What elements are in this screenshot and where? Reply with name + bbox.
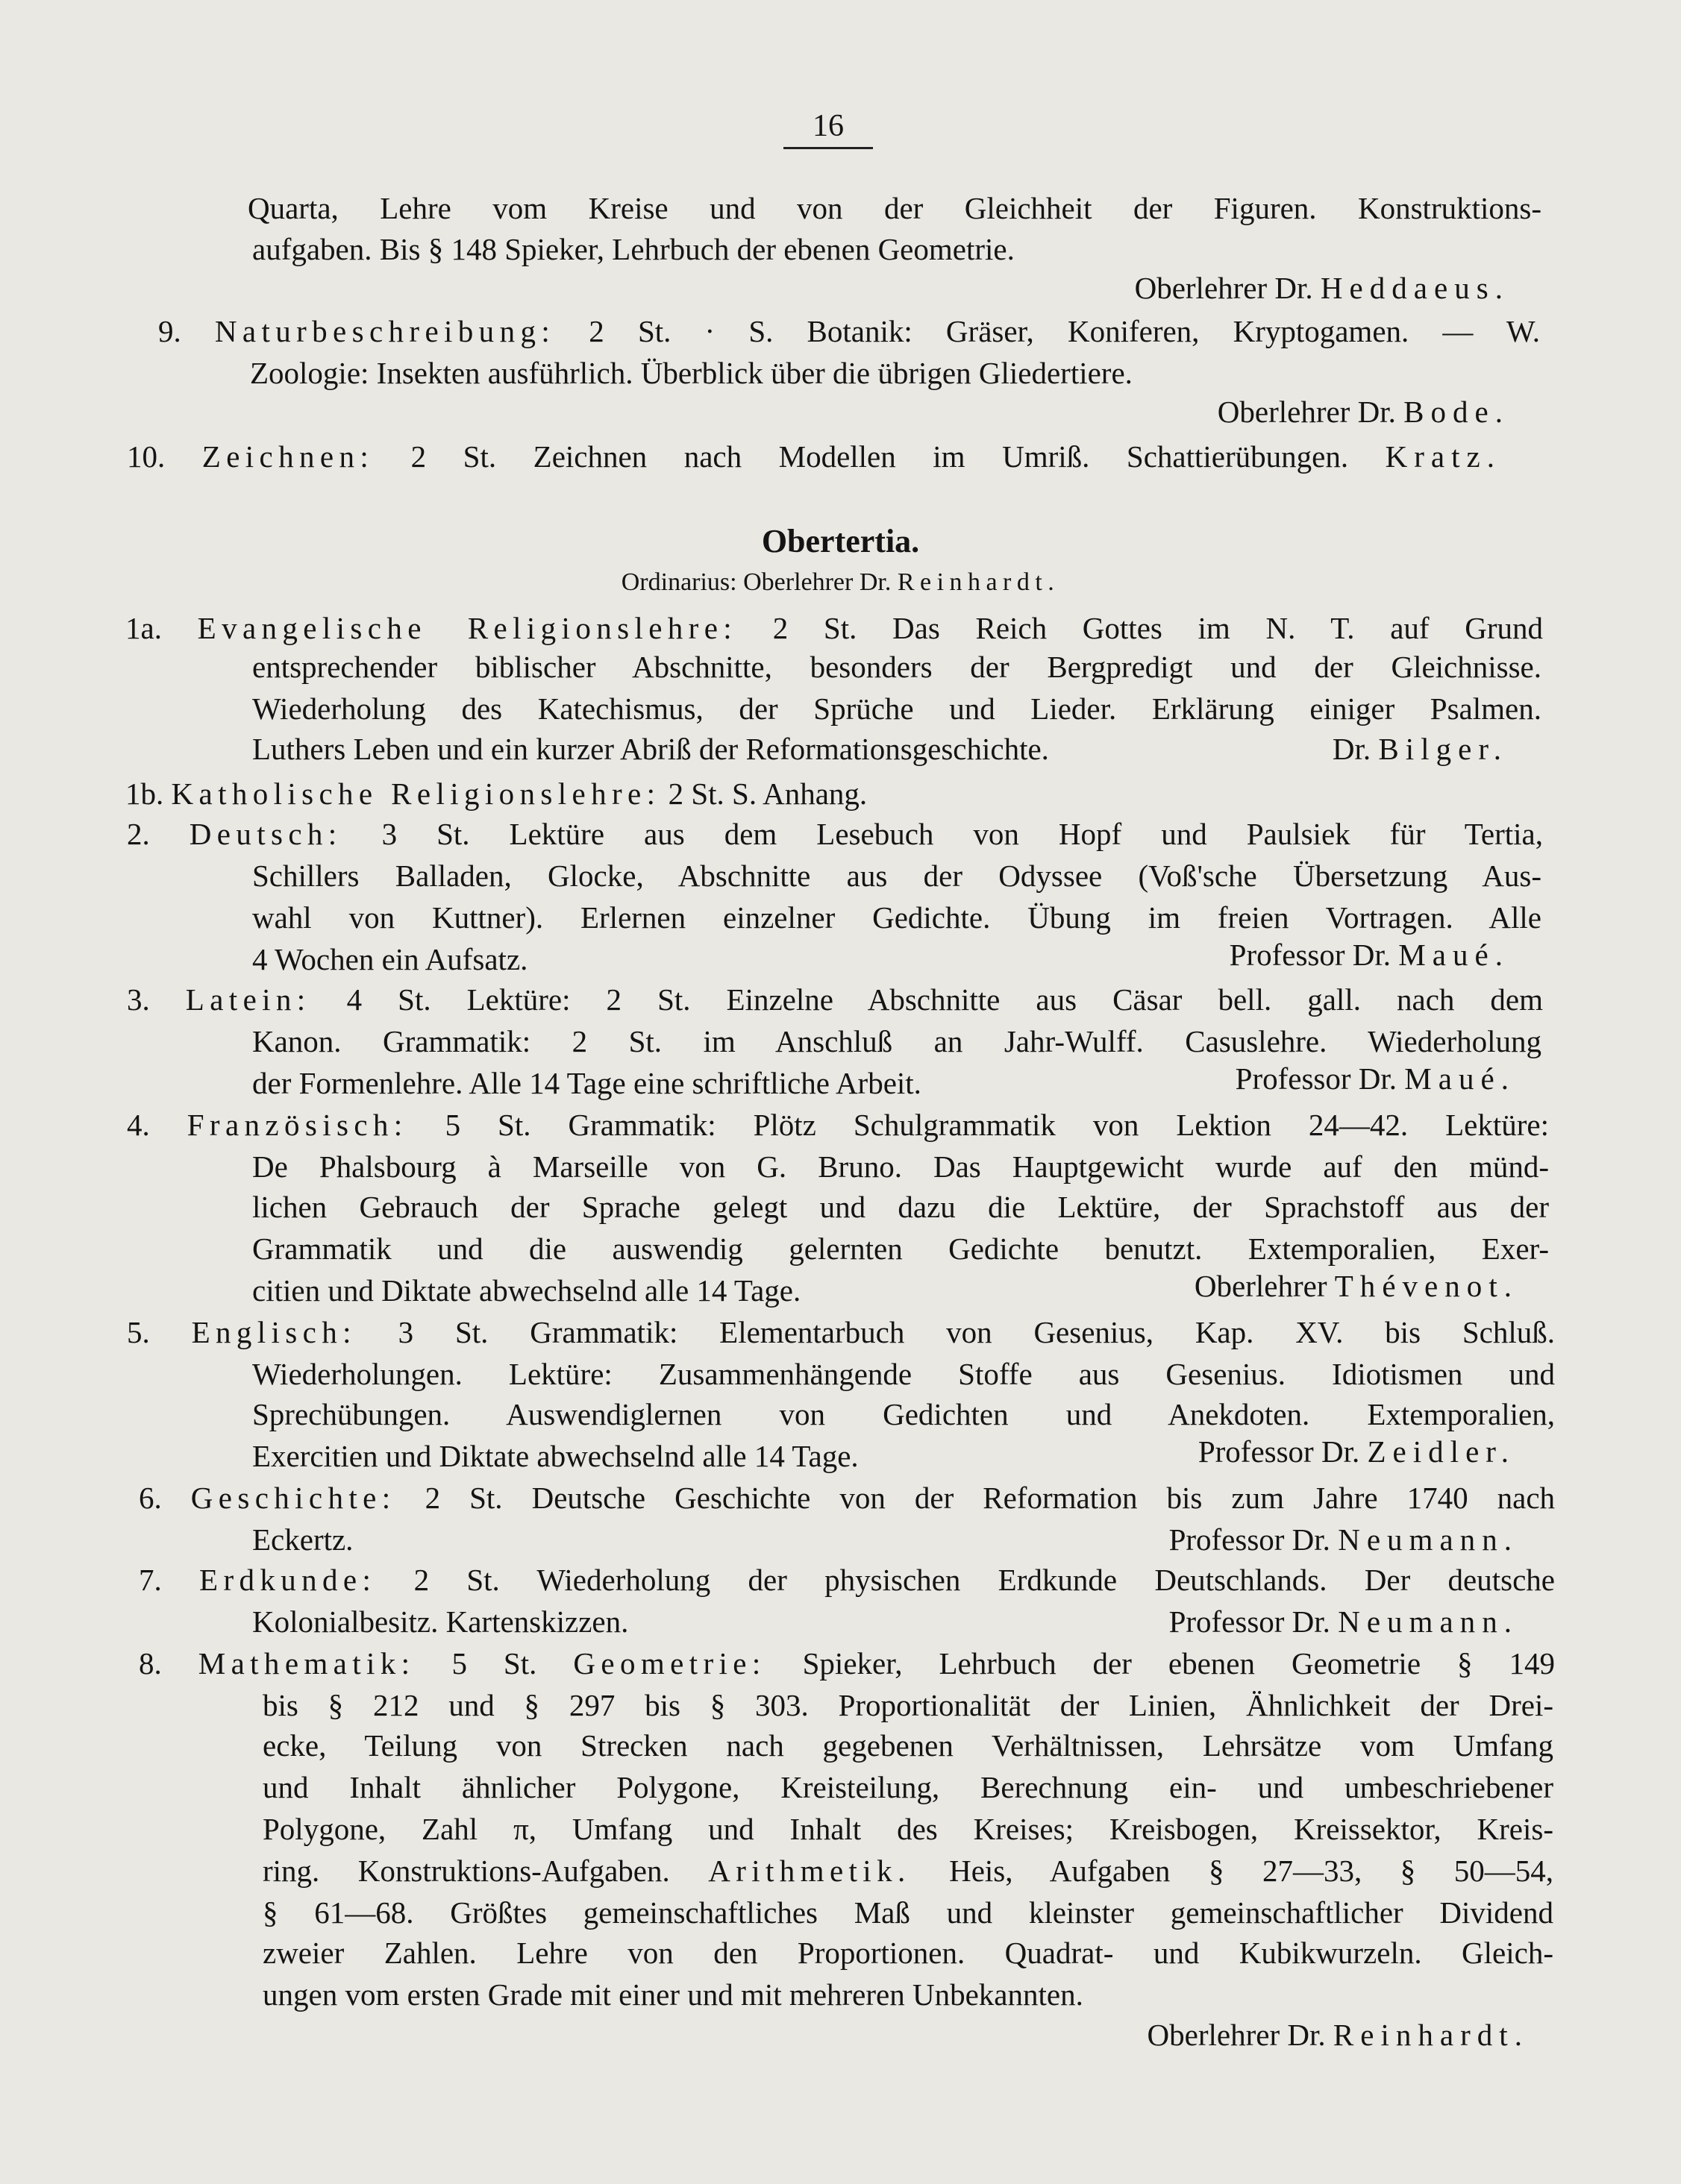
- page-number: 16: [783, 108, 873, 149]
- subject-name: Zeichnen:: [201, 439, 375, 474]
- item-8-line-6: [263, 1853, 1553, 1889]
- item-5-line-4: Exercitien und Diktate abwechselnd alle 14 Tage.: [252, 1439, 859, 1473]
- item-text: Heis, Aufgaben § 27—33, § 50—54,: [949, 1854, 1553, 1888]
- item-7-line-1: [139, 1562, 1555, 1598]
- item-5-line-2: Wiederholungen. Lektüre: Zusammenhängende Stoffe aus Gesenius. Idiotismen und: [252, 1357, 1555, 1391]
- item-2-teacher: [1230, 937, 1509, 973]
- item-number: 7.: [139, 1563, 162, 1597]
- item-number: 1a.: [125, 611, 162, 645]
- item-4-line-3: lichen Gebrauch der Sprache gelegt und dazu die Lektüre, der Sprachstoff aus der: [252, 1190, 1549, 1224]
- teacher-name: Heddaeus.: [1320, 271, 1509, 305]
- item-number: 5.: [127, 1315, 150, 1349]
- item-1b-line-1: [125, 776, 867, 812]
- teacher-title: Oberlehrer Dr.: [1147, 2018, 1326, 2052]
- item-4-line-1: [127, 1107, 1549, 1143]
- item-8-line-7: § 61—68. Größtes gemeinschaftliches Maß und kleinster gemeinschaftlicher Dividend: [263, 1895, 1553, 1930]
- item-8-line-4: und Inhalt ähnlicher Polygone, Kreisteilung, Berechnung ein- und umbeschriebener: [263, 1770, 1553, 1804]
- item-1a-line-2: entsprechender biblischer Abschnitte, besonders der Bergpredigt und der Gleichnisse.: [252, 650, 1541, 684]
- subject-name: Naturbeschreibung:: [214, 314, 556, 348]
- teacher-name: Maué.: [1404, 1061, 1515, 1096]
- item-text: 2 St. S. Anhang.: [668, 776, 868, 811]
- ordinarius-name: Reinhardt.: [897, 568, 1060, 596]
- intro-line-2: aufgaben. Bis § 148 Spieker, Lehrbuch der ebenen Geometrie.: [252, 232, 1015, 266]
- teacher-name: Maué.: [1398, 938, 1509, 972]
- item-text: 2 St. Das Reich Gottes im N. T. auf Grund: [772, 611, 1544, 645]
- teacher-title: Oberlehrer: [1194, 1269, 1327, 1303]
- item-text: 2 St. Zeichnen nach Modellen im Umriß. Schattierübungen.: [410, 439, 1349, 474]
- item-2-line-2: Schillers Balladen, Glocke, Abschnitte aus der Odyssee (Voß'sche Übersetzung Aus-: [252, 859, 1541, 893]
- item-8-teacher: [1148, 2017, 1529, 2053]
- ordinarius-line: [0, 568, 1681, 597]
- item-8-line-8: zweier Zahlen. Lehre von den Proportionen. Quadrat- und Kubikwurzeln. Gleich-: [263, 1936, 1553, 1970]
- item-text: 3 St. Lektüre aus dem Lesebuch von Hopf und Paulsiek für Tertia,: [381, 817, 1543, 851]
- intro-teacher: [1135, 270, 1509, 306]
- item-4-line-5: citien und Diktate abwechselnd alle 14 Tage.: [252, 1273, 801, 1308]
- item-3-teacher: [1236, 1061, 1515, 1096]
- teacher-name: Kratz.: [1385, 439, 1502, 474]
- item-3-line-2: Kanon. Grammatik: 2 St. im Anschluß an Jahr-Wulff. Casuslehre. Wiederholung: [252, 1024, 1541, 1058]
- item-2-line-4: 4 Wochen ein Aufsatz.: [252, 942, 528, 976]
- item-text: 2 St. · S. Botanik: Gräser, Koniferen, Kryptogamen. — W.: [589, 314, 1541, 348]
- item-7-line-2: Kolonialbesitz. Kartenskizzen.: [252, 1604, 629, 1639]
- subject-name: Deutsch:: [189, 817, 342, 851]
- teacher-name: Zeidler.: [1367, 1434, 1515, 1469]
- item-number: 10.: [127, 439, 166, 474]
- item-1a-line-1: [125, 610, 1543, 646]
- item-8-line-1: [139, 1645, 1555, 1681]
- item-1a-line-3: Wiederholung des Katechismus, der Sprüche und Lieder. Erklärung einiger Psalmen.: [252, 691, 1541, 726]
- teacher-title: Oberlehrer Dr.: [1217, 395, 1396, 429]
- subject-name: Englisch:: [191, 1315, 357, 1349]
- teacher-name: Bilger.: [1378, 732, 1508, 766]
- teacher-title: Professor Dr.: [1168, 1604, 1330, 1639]
- item-1a-line-4: Luthers Leben und ein kurzer Abriß der Reformationsgeschichte.: [252, 732, 1049, 766]
- teacher-title: Oberlehrer Dr.: [1134, 271, 1313, 305]
- teacher-title: Professor Dr.: [1198, 1434, 1360, 1469]
- item-7-teacher: [1169, 1604, 1518, 1639]
- item-8-line-2: bis § 212 und § 297 bis § 303. Proportionalität der Linien, Ähnlichkeit der Drei-: [263, 1688, 1553, 1722]
- item-text: Spieker, Lehrbuch der ebenen Geometrie § 149: [802, 1646, 1556, 1681]
- subject-name: Katholische Religionslehre:: [171, 776, 661, 811]
- teacher-title: Dr.: [1332, 732, 1371, 766]
- subsection-name: Arithmetik.: [708, 1854, 911, 1888]
- intro-line-1: Quarta, Lehre vom Kreise und von der Gleichheit der Figuren. Konstruktions-: [248, 191, 1541, 225]
- teacher-name: Reinhardt.: [1333, 2018, 1529, 2052]
- item-4-line-4: Grammatik und die auswendig gelernten Gedichte benutzt. Extemporalien, Exer-: [252, 1231, 1549, 1266]
- item-6-teacher: [1169, 1522, 1518, 1557]
- item-text: 5 St. Grammatik: Plötz Schulgrammatik von Lektion 24—42. Lektüre:: [445, 1108, 1550, 1142]
- item-5-line-1: [127, 1314, 1555, 1350]
- subject-name: Evangelische Religionslehre:: [197, 611, 738, 645]
- item-text: 4 St. Lektüre: 2 St. Einzelne Abschnitte aus Cäsar bell. gall. nach dem: [346, 982, 1544, 1017]
- item-6-line-2: Eckertz.: [252, 1522, 354, 1557]
- item-6-line-1: [139, 1480, 1555, 1516]
- item-number: 8.: [139, 1646, 162, 1681]
- item-text: 2 St. Wiederholung der physischen Erdkunde Deutschlands. Der deutsche: [413, 1563, 1555, 1597]
- ordinarius-label: Ordinarius: Oberlehrer Dr.: [621, 568, 892, 596]
- item-3-line-1: [127, 982, 1543, 1017]
- item-number: 9.: [158, 314, 181, 348]
- item-number: 2.: [127, 817, 150, 851]
- item-2-line-3: wahl von Kuttner). Erlernen einzelner Gedichte. Übung im freien Vortragen. Alle: [252, 900, 1541, 935]
- subject-name: Geschichte:: [190, 1481, 396, 1515]
- item-number: 3.: [127, 982, 150, 1017]
- subject-name: Erdkunde:: [199, 1563, 377, 1597]
- item-number: 1b.: [125, 776, 164, 811]
- item-text: 3 St. Grammatik: Elementarbuch von Gesenius, Kap. XV. bis Schluß.: [398, 1315, 1555, 1349]
- teacher-title: Professor Dr.: [1229, 938, 1392, 972]
- item-number: 4.: [127, 1108, 150, 1142]
- subsection-name: Geometrie:: [573, 1646, 766, 1681]
- teacher-name: Neumann.: [1338, 1604, 1518, 1639]
- item-9-line-2: Zoologie: Insekten ausführlich. Überblick über die übrigen Gliedertiere.: [250, 356, 1133, 390]
- item-text: 2 St. Deutsche Geschichte von der Reformation bis zum Jahre 1740 nach: [425, 1481, 1556, 1515]
- item-5-teacher: [1198, 1434, 1515, 1469]
- teacher-name: Bode.: [1403, 395, 1509, 429]
- teacher-title: Professor Dr.: [1168, 1522, 1330, 1557]
- item-1a-teacher: [1333, 731, 1508, 767]
- item-text: 5 St.: [451, 1646, 537, 1681]
- teacher-name: Neumann.: [1338, 1522, 1518, 1557]
- item-8-line-5: Polygone, Zahl π, Umfang und Inhalt des Kreises; Kreisbogen, Kreissektor, Kreis-: [263, 1812, 1553, 1846]
- item-3-line-3: der Formenlehre. Alle 14 Tage eine schriftliche Arbeit.: [252, 1066, 921, 1100]
- item-number: 6.: [139, 1481, 162, 1515]
- teacher-name: Thévenot.: [1334, 1269, 1518, 1303]
- teacher-title: Professor Dr.: [1235, 1061, 1397, 1096]
- item-text: ring. Konstruktions-Aufgaben.: [263, 1854, 670, 1888]
- item-5-line-3: Sprechübungen. Auswendiglernen von Gedichten und Anekdoten. Extemporalien,: [252, 1397, 1555, 1431]
- section-title: Obertertia.: [761, 523, 920, 559]
- subject-name: Mathematik:: [198, 1646, 416, 1681]
- item-8-line-9: ungen vom ersten Grade mit einer und mit mehreren Unbekannten.: [263, 1977, 1083, 2012]
- subject-name: Latein:: [185, 982, 311, 1017]
- item-2-line-1: [127, 816, 1543, 852]
- item-9-teacher: [1218, 394, 1509, 430]
- item-4-line-2: De Phalsbourg à Marseille von G. Bruno. Das Hauptgewicht wurde auf den münd-: [252, 1149, 1549, 1184]
- item-4-teacher: [1195, 1268, 1518, 1304]
- item-8-line-3: ecke, Teilung von Strecken nach gegebenen Verhältnissen, Lehrsätze vom Umfang: [263, 1728, 1553, 1763]
- item-10-line-1: [127, 439, 1501, 474]
- subject-name: Französisch:: [187, 1108, 408, 1142]
- item-9-line-1: [158, 313, 1540, 349]
